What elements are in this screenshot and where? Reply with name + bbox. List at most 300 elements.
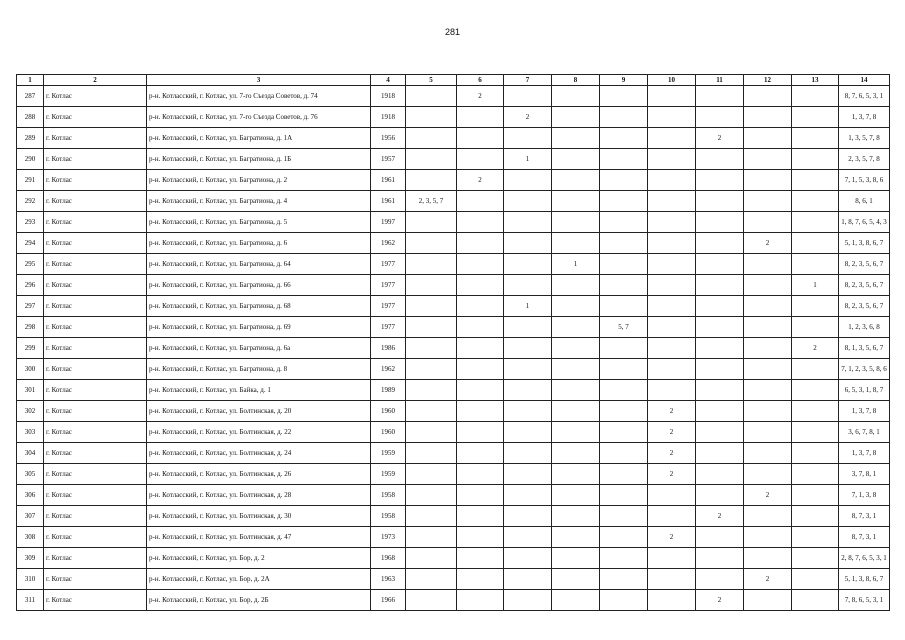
col6-cell: 2 xyxy=(457,86,504,107)
table-row xyxy=(17,569,890,590)
column-header-7: 7 xyxy=(504,75,552,86)
col7-cell xyxy=(504,569,552,590)
col13-cell xyxy=(792,191,839,212)
col11-cell xyxy=(696,401,744,422)
address-cell: р-н. Котласский, г. Котлас, ул. Болтинская, д. 22 xyxy=(147,422,371,443)
column-header-2: 2 xyxy=(44,75,147,86)
col5-cell xyxy=(406,422,457,443)
row-number-cell: 296 xyxy=(17,275,44,296)
column-header-1: 1 xyxy=(17,75,44,86)
col13-cell xyxy=(792,107,839,128)
row-number-cell: 305 xyxy=(17,464,44,485)
city-cell: г. Котлас xyxy=(44,317,147,338)
address-cell: р-н. Котласский, г. Котлас, ул. Багратиона, д. 1Б xyxy=(147,149,371,170)
col10-cell xyxy=(648,149,696,170)
column-header-13: 13 xyxy=(792,75,839,86)
col11-cell xyxy=(696,254,744,275)
row-number-cell: 311 xyxy=(17,590,44,611)
year-cell: 1959 xyxy=(371,464,406,485)
row-number-cell: 291 xyxy=(17,170,44,191)
col10-cell xyxy=(648,275,696,296)
col9-cell xyxy=(600,506,648,527)
address-cell: р-н. Котласский, г. Котлас, ул. Багратиона, д. 68 xyxy=(147,296,371,317)
address-cell: р-н. Котласский, г. Котлас, ул. Багратиона, д. 2 xyxy=(147,170,371,191)
col10-cell: 2 xyxy=(648,422,696,443)
col9-cell xyxy=(600,590,648,611)
table-row xyxy=(17,233,890,254)
col11-cell xyxy=(696,317,744,338)
col9-cell xyxy=(600,191,648,212)
col6-cell: 2 xyxy=(457,170,504,191)
col14-cell: 1, 3, 7, 8 xyxy=(839,107,890,128)
row-number-cell: 290 xyxy=(17,149,44,170)
row-number-cell: 292 xyxy=(17,191,44,212)
address-cell: р-н. Котласский, г. Котлас, ул. Болтинская, д. 20 xyxy=(147,401,371,422)
table-row xyxy=(17,86,890,107)
column-header-5: 5 xyxy=(406,75,457,86)
col11-cell xyxy=(696,443,744,464)
col11-cell xyxy=(696,569,744,590)
col6-cell xyxy=(457,485,504,506)
address-cell: р-н. Котласский, г. Котлас, ул. Байка, д. 1 xyxy=(147,380,371,401)
address-cell: р-н. Котласский, г. Котлас, ул. Болтинская, д. 47 xyxy=(147,527,371,548)
address-cell: р-н. Котласский, г. Котлас, ул. Багратиона, д. 64 xyxy=(147,254,371,275)
col11-cell xyxy=(696,422,744,443)
row-number-cell: 288 xyxy=(17,107,44,128)
row-number-cell: 304 xyxy=(17,443,44,464)
year-cell: 1977 xyxy=(371,254,406,275)
col9-cell xyxy=(600,359,648,380)
col6-cell xyxy=(457,296,504,317)
address-cell: р-н. Котласский, г. Котлас, ул. 7-го Съезда Советов, д. 76 xyxy=(147,107,371,128)
col10-cell xyxy=(648,548,696,569)
col9-cell xyxy=(600,128,648,149)
col7-cell xyxy=(504,506,552,527)
col8-cell xyxy=(552,443,600,464)
col6-cell xyxy=(457,191,504,212)
col10-cell: 2 xyxy=(648,443,696,464)
col9-cell xyxy=(600,254,648,275)
col13-cell xyxy=(792,359,839,380)
year-cell: 1956 xyxy=(371,128,406,149)
table-row xyxy=(17,422,890,443)
year-cell: 1959 xyxy=(371,443,406,464)
col8-cell: 1 xyxy=(552,254,600,275)
col8-cell xyxy=(552,548,600,569)
col6-cell xyxy=(457,107,504,128)
col6-cell xyxy=(457,149,504,170)
col7-cell xyxy=(504,485,552,506)
table-row xyxy=(17,590,890,611)
col8-cell xyxy=(552,527,600,548)
col6-cell xyxy=(457,275,504,296)
col14-cell: 5, 1, 3, 8, 6, 7 xyxy=(839,233,890,254)
city-cell: г. Котлас xyxy=(44,296,147,317)
city-cell: г. Котлас xyxy=(44,359,147,380)
col7-cell xyxy=(504,380,552,401)
col5-cell: 2, 3, 5, 7 xyxy=(406,191,457,212)
row-number-cell: 302 xyxy=(17,401,44,422)
col6-cell xyxy=(457,401,504,422)
col7-cell xyxy=(504,359,552,380)
city-cell: г. Котлас xyxy=(44,86,147,107)
year-cell: 1962 xyxy=(371,359,406,380)
row-number-cell: 299 xyxy=(17,338,44,359)
col10-cell xyxy=(648,107,696,128)
table-row xyxy=(17,527,890,548)
col5-cell xyxy=(406,170,457,191)
col11-cell: 2 xyxy=(696,128,744,149)
table-row xyxy=(17,128,890,149)
col8-cell xyxy=(552,422,600,443)
col11-cell xyxy=(696,380,744,401)
col6-cell xyxy=(457,590,504,611)
year-cell: 1918 xyxy=(371,86,406,107)
col13-cell xyxy=(792,422,839,443)
col14-cell: 8, 2, 3, 5, 6, 7 xyxy=(839,296,890,317)
col12-cell xyxy=(744,380,792,401)
col13-cell xyxy=(792,254,839,275)
col8-cell xyxy=(552,380,600,401)
col8-cell xyxy=(552,233,600,254)
col13-cell xyxy=(792,569,839,590)
year-cell: 1958 xyxy=(371,506,406,527)
col14-cell: 1, 3, 5, 7, 8 xyxy=(839,128,890,149)
col7-cell xyxy=(504,128,552,149)
year-cell: 1962 xyxy=(371,233,406,254)
col13-cell xyxy=(792,485,839,506)
page-number: 281 xyxy=(444,27,461,37)
col6-cell xyxy=(457,359,504,380)
col11-cell xyxy=(696,527,744,548)
col5-cell xyxy=(406,380,457,401)
city-cell: г. Котлас xyxy=(44,212,147,233)
col5-cell xyxy=(406,464,457,485)
address-cell: р-н. Котласский, г. Котлас, ул. Болтинская, д. 28 xyxy=(147,485,371,506)
col5-cell xyxy=(406,149,457,170)
address-cell: р-н. Котласский, г. Котлас, ул. Бор, д. 2 xyxy=(147,548,371,569)
col6-cell xyxy=(457,548,504,569)
col8-cell xyxy=(552,128,600,149)
column-header-10: 10 xyxy=(648,75,696,86)
col12-cell xyxy=(744,548,792,569)
col10-cell xyxy=(648,212,696,233)
row-number-cell: 307 xyxy=(17,506,44,527)
col12-cell xyxy=(744,506,792,527)
table-row xyxy=(17,359,890,380)
table-row xyxy=(17,170,890,191)
col14-cell: 5, 1, 3, 8, 6, 7 xyxy=(839,569,890,590)
city-cell: г. Котлас xyxy=(44,590,147,611)
col8-cell xyxy=(552,506,600,527)
col12-cell xyxy=(744,107,792,128)
col12-cell: 2 xyxy=(744,569,792,590)
address-cell: р-н. Котласский, г. Котлас, ул. Болтинская, д. 26 xyxy=(147,464,371,485)
col13-cell xyxy=(792,128,839,149)
col9-cell xyxy=(600,443,648,464)
col6-cell xyxy=(457,506,504,527)
col14-cell: 7, 1, 5, 3, 8, 6 xyxy=(839,170,890,191)
col5-cell xyxy=(406,401,457,422)
col12-cell: 2 xyxy=(744,485,792,506)
col14-cell: 3, 6, 7, 8, 1 xyxy=(839,422,890,443)
col13-cell xyxy=(792,149,839,170)
column-header-12: 12 xyxy=(744,75,792,86)
col10-cell xyxy=(648,254,696,275)
col7-cell xyxy=(504,548,552,569)
city-cell: г. Котлас xyxy=(44,422,147,443)
city-cell: г. Котлас xyxy=(44,527,147,548)
col14-cell: 1, 8, 7, 6, 5, 4, 3 xyxy=(839,212,890,233)
building-register-table xyxy=(16,74,890,611)
col13-cell xyxy=(792,527,839,548)
col14-cell: 8, 7, 3, 1 xyxy=(839,527,890,548)
col9-cell xyxy=(600,464,648,485)
col7-cell xyxy=(504,212,552,233)
col12-cell xyxy=(744,422,792,443)
col7-cell xyxy=(504,233,552,254)
col5-cell xyxy=(406,548,457,569)
address-cell: р-н. Котласский, г. Котлас, ул. Багратиона, д. 69 xyxy=(147,317,371,338)
year-cell: 1960 xyxy=(371,422,406,443)
col8-cell xyxy=(552,275,600,296)
col9-cell xyxy=(600,86,648,107)
col13-cell xyxy=(792,464,839,485)
col8-cell xyxy=(552,191,600,212)
column-header-11: 11 xyxy=(696,75,744,86)
col6-cell xyxy=(457,422,504,443)
col13-cell: 2 xyxy=(792,338,839,359)
col9-cell xyxy=(600,233,648,254)
col12-cell xyxy=(744,359,792,380)
address-cell: р-н. Котласский, г. Котлас, ул. Багратиона, д. 6а xyxy=(147,338,371,359)
col11-cell xyxy=(696,338,744,359)
row-number-cell: 303 xyxy=(17,422,44,443)
city-cell: г. Котлас xyxy=(44,569,147,590)
city-cell: г. Котлас xyxy=(44,107,147,128)
col12-cell xyxy=(744,128,792,149)
col5-cell xyxy=(406,128,457,149)
col5-cell xyxy=(406,443,457,464)
col7-cell xyxy=(504,401,552,422)
year-cell: 1973 xyxy=(371,527,406,548)
col8-cell xyxy=(552,338,600,359)
year-cell: 1997 xyxy=(371,212,406,233)
col5-cell xyxy=(406,275,457,296)
col8-cell xyxy=(552,296,600,317)
col8-cell xyxy=(552,590,600,611)
col8-cell xyxy=(552,212,600,233)
address-cell: р-н. Котласский, г. Котлас, ул. Бор, д. 2А xyxy=(147,569,371,590)
row-number-cell: 289 xyxy=(17,128,44,149)
table-row xyxy=(17,212,890,233)
year-cell: 1918 xyxy=(371,107,406,128)
col5-cell xyxy=(406,569,457,590)
col12-cell xyxy=(744,338,792,359)
col12-cell xyxy=(744,296,792,317)
col11-cell xyxy=(696,548,744,569)
col9-cell xyxy=(600,548,648,569)
col7-cell xyxy=(504,170,552,191)
col9-cell xyxy=(600,212,648,233)
col12-cell xyxy=(744,275,792,296)
col11-cell xyxy=(696,170,744,191)
col8-cell xyxy=(552,149,600,170)
city-cell: г. Котлас xyxy=(44,275,147,296)
col10-cell xyxy=(648,590,696,611)
col11-cell xyxy=(696,275,744,296)
col14-cell: 1, 3, 7, 8 xyxy=(839,401,890,422)
col5-cell xyxy=(406,86,457,107)
col13-cell xyxy=(792,86,839,107)
address-cell: р-н. Котласский, г. Котлас, ул. Багратиона, д. 4 xyxy=(147,191,371,212)
column-header-9: 9 xyxy=(600,75,648,86)
col7-cell xyxy=(504,464,552,485)
city-cell: г. Котлас xyxy=(44,170,147,191)
col13-cell xyxy=(792,506,839,527)
col10-cell xyxy=(648,338,696,359)
col9-cell xyxy=(600,275,648,296)
col14-cell: 2, 3, 5, 7, 8 xyxy=(839,149,890,170)
col13-cell xyxy=(792,590,839,611)
col8-cell xyxy=(552,401,600,422)
col9-cell xyxy=(600,170,648,191)
col14-cell: 7, 1, 2, 3, 5, 8, 6 xyxy=(839,359,890,380)
column-header-6: 6 xyxy=(457,75,504,86)
col13-cell xyxy=(792,401,839,422)
col7-cell xyxy=(504,443,552,464)
col8-cell xyxy=(552,485,600,506)
col6-cell xyxy=(457,317,504,338)
year-cell: 1961 xyxy=(371,191,406,212)
address-cell: р-н. Котласский, г. Котлас, ул. Болтинская, д. 24 xyxy=(147,443,371,464)
col9-cell xyxy=(600,569,648,590)
col5-cell xyxy=(406,254,457,275)
col13-cell xyxy=(792,380,839,401)
col6-cell xyxy=(457,338,504,359)
table-row xyxy=(17,191,890,212)
col14-cell: 8, 2, 3, 5, 6, 7 xyxy=(839,254,890,275)
col7-cell xyxy=(504,317,552,338)
col12-cell xyxy=(744,254,792,275)
year-cell: 1968 xyxy=(371,548,406,569)
city-cell: г. Котлас xyxy=(44,149,147,170)
row-number-cell: 308 xyxy=(17,527,44,548)
col5-cell xyxy=(406,506,457,527)
col9-cell xyxy=(600,401,648,422)
col14-cell: 6, 5, 3, 1, 8, 7 xyxy=(839,380,890,401)
col5-cell xyxy=(406,338,457,359)
address-cell: р-н. Котласский, г. Котлас, ул. Багратиона, д. 6 xyxy=(147,233,371,254)
year-cell: 1977 xyxy=(371,275,406,296)
col5-cell xyxy=(406,233,457,254)
year-cell: 1989 xyxy=(371,380,406,401)
address-cell: р-н. Котласский, г. Котлас, ул. Багратиона, д. 66 xyxy=(147,275,371,296)
city-cell: г. Котлас xyxy=(44,233,147,254)
col14-cell: 3, 7, 8, 1 xyxy=(839,464,890,485)
col13-cell xyxy=(792,443,839,464)
col12-cell xyxy=(744,86,792,107)
col12-cell xyxy=(744,149,792,170)
col10-cell xyxy=(648,317,696,338)
col6-cell xyxy=(457,128,504,149)
year-cell: 1961 xyxy=(371,170,406,191)
year-cell: 1986 xyxy=(371,338,406,359)
row-number-cell: 294 xyxy=(17,233,44,254)
table-row xyxy=(17,254,890,275)
col5-cell xyxy=(406,485,457,506)
table-row xyxy=(17,380,890,401)
city-cell: г. Котлас xyxy=(44,464,147,485)
col11-cell xyxy=(696,212,744,233)
col6-cell xyxy=(457,569,504,590)
column-header-4: 4 xyxy=(371,75,406,86)
col10-cell xyxy=(648,233,696,254)
col5-cell xyxy=(406,527,457,548)
col7-cell xyxy=(504,338,552,359)
col5-cell xyxy=(406,296,457,317)
row-number-cell: 310 xyxy=(17,569,44,590)
row-number-cell: 287 xyxy=(17,86,44,107)
col7-cell: 2 xyxy=(504,107,552,128)
city-cell: г. Котлас xyxy=(44,548,147,569)
col9-cell xyxy=(600,107,648,128)
col8-cell xyxy=(552,569,600,590)
city-cell: г. Котлас xyxy=(44,128,147,149)
col11-cell xyxy=(696,233,744,254)
year-cell: 1977 xyxy=(371,317,406,338)
col14-cell: 8, 7, 3, 1 xyxy=(839,506,890,527)
col10-cell xyxy=(648,569,696,590)
table-header-row xyxy=(17,75,890,86)
col10-cell xyxy=(648,191,696,212)
year-cell: 1963 xyxy=(371,569,406,590)
col13-cell xyxy=(792,170,839,191)
col10-cell xyxy=(648,128,696,149)
col14-cell: 8, 2, 3, 5, 6, 7 xyxy=(839,275,890,296)
row-number-cell: 301 xyxy=(17,380,44,401)
city-cell: г. Котлас xyxy=(44,380,147,401)
col7-cell xyxy=(504,254,552,275)
row-number-cell: 295 xyxy=(17,254,44,275)
col7-cell: 1 xyxy=(504,296,552,317)
table-row xyxy=(17,149,890,170)
col8-cell xyxy=(552,359,600,380)
col11-cell xyxy=(696,191,744,212)
col12-cell: 2 xyxy=(744,233,792,254)
col11-cell xyxy=(696,359,744,380)
col14-cell: 8, 6, 1 xyxy=(839,191,890,212)
col6-cell xyxy=(457,527,504,548)
col11-cell xyxy=(696,485,744,506)
address-cell: р-н. Котласский, г. Котлас, ул. Бор, д. 2Б xyxy=(147,590,371,611)
column-header-14: 14 xyxy=(839,75,890,86)
col9-cell: 5, 7 xyxy=(600,317,648,338)
col5-cell xyxy=(406,590,457,611)
col12-cell xyxy=(744,191,792,212)
col14-cell: 7, 1, 3, 8 xyxy=(839,485,890,506)
col11-cell xyxy=(696,86,744,107)
col8-cell xyxy=(552,170,600,191)
col14-cell: 1, 2, 3, 6, 8 xyxy=(839,317,890,338)
col10-cell xyxy=(648,359,696,380)
year-cell: 1958 xyxy=(371,485,406,506)
col6-cell xyxy=(457,443,504,464)
table-row xyxy=(17,107,890,128)
col11-cell xyxy=(696,296,744,317)
col6-cell xyxy=(457,233,504,254)
year-cell: 1960 xyxy=(371,401,406,422)
